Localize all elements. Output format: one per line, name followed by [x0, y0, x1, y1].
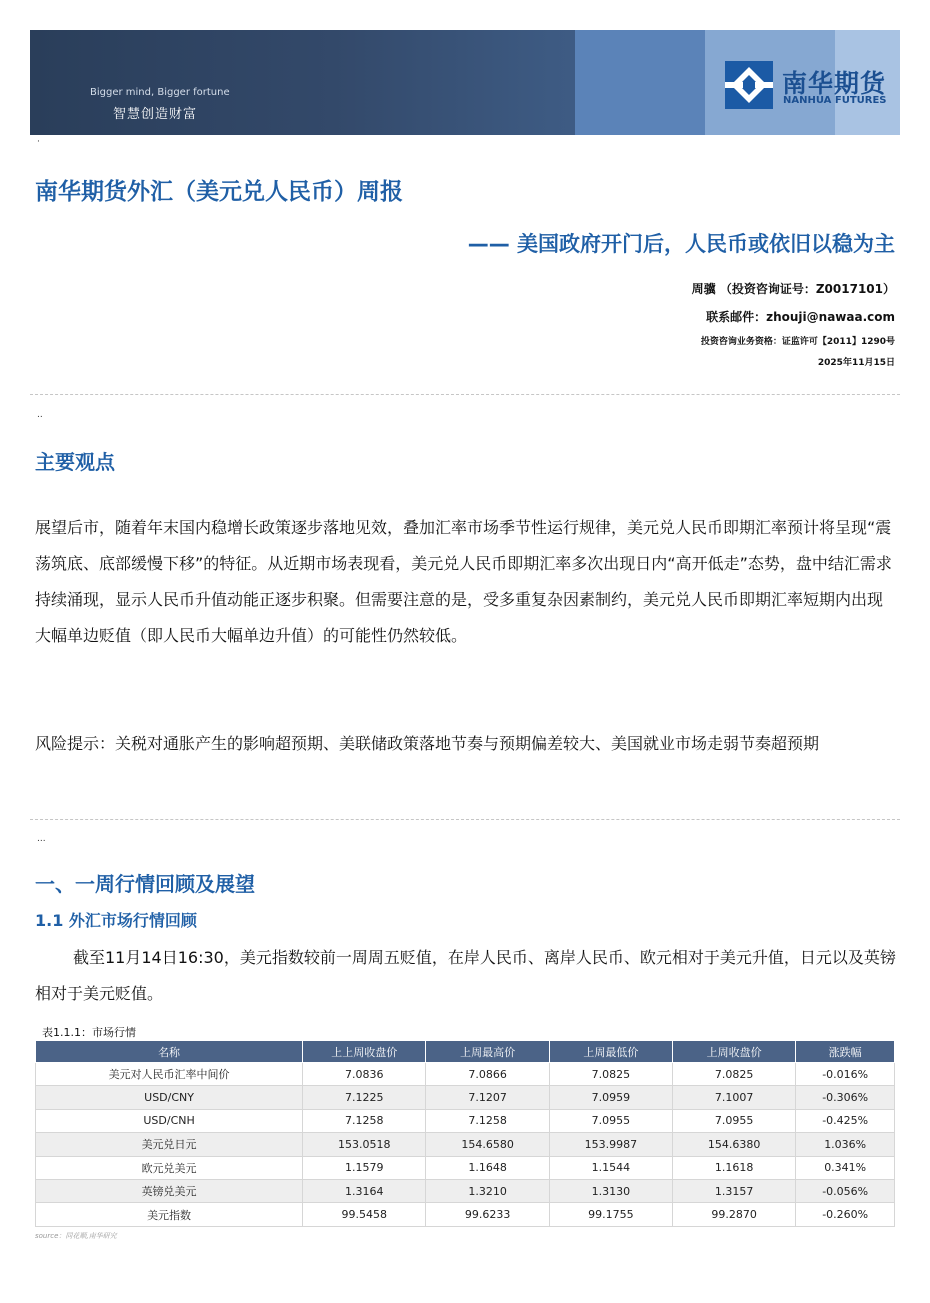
table-cell: -0.260% — [796, 1203, 895, 1226]
marker: ... — [37, 834, 46, 844]
table-caption: 表1.1.1：市场行情 — [42, 1026, 136, 1039]
table-cell: -0.306% — [796, 1086, 895, 1109]
table-cell: 1.1579 — [303, 1156, 426, 1179]
divider — [30, 819, 900, 820]
author: 周骥 （投资咨询证号：Z0017101） — [691, 282, 895, 296]
table-row — [36, 1179, 895, 1202]
table-cell: 7.0825 — [673, 1063, 796, 1086]
summary-paragraph: 展望后市，随着年末国内稳增长政策逐步落地见效，叠加汇率市场季节性运行规律，美元兑人民币即期汇率预计将呈现“震荡筑底、底部缓慢下移”的特征。从近期市场表现看，美元兑人民币即期汇率多次出现日内“高开低走”态势，盘中结汇需求持续涌现，显示人民币升值动能正逐步积聚。但需要注意的是，受多重复杂因素制约，美元兑人民币即期汇率短期内出现大幅单边贬值（即人民币大幅单边升值）的可能性仍然较低。 — [35, 518, 892, 645]
brand-name-en: NANHUA FUTURES — [783, 95, 887, 106]
table-cell: 7.1258 — [303, 1109, 426, 1132]
table-cell: 153.0518 — [303, 1133, 426, 1156]
table-cell: 1.1648 — [426, 1156, 549, 1179]
table-cell: USD/CNY — [36, 1086, 303, 1109]
table-cell: 7.0955 — [549, 1109, 672, 1132]
table-cell: 154.6380 — [673, 1133, 796, 1156]
table-cell: 1.1544 — [549, 1156, 672, 1179]
table-cell: 美元对人民币汇率中间价 — [36, 1063, 303, 1086]
divider — [30, 394, 900, 395]
table-source: source：同花顺,南华研究 — [35, 1232, 117, 1240]
table-cell: 7.1225 — [303, 1086, 426, 1109]
column-header: 上上周收盘价 — [303, 1041, 426, 1063]
table-cell: 美元指数 — [36, 1203, 303, 1226]
summary-heading: 主要观点 — [35, 450, 115, 474]
marker: · — [37, 137, 40, 147]
table-row — [36, 1156, 895, 1179]
table-cell: -0.425% — [796, 1109, 895, 1132]
table-cell: 154.6580 — [426, 1133, 549, 1156]
table-cell: 0.341% — [796, 1156, 895, 1179]
section-heading: 一、一周行情回顾及展望 — [35, 872, 255, 896]
table-cell: 7.1007 — [673, 1086, 796, 1109]
table-cell: 1.3210 — [426, 1179, 549, 1202]
table-row — [36, 1086, 895, 1109]
table-cell: 美元兑日元 — [36, 1133, 303, 1156]
table-row — [36, 1133, 895, 1156]
market-table — [35, 1040, 895, 1227]
table-cell: 7.0959 — [549, 1086, 672, 1109]
table-cell: 7.0866 — [426, 1063, 549, 1086]
marker: .. — [37, 410, 43, 420]
report-title: 南华期货外汇（美元兑人民币）周报 — [35, 179, 403, 205]
table-header-row — [36, 1041, 895, 1063]
table-cell: USD/CNH — [36, 1109, 303, 1132]
table-row — [36, 1203, 895, 1226]
table-cell: 1.3164 — [303, 1179, 426, 1202]
column-header: 上周最高价 — [426, 1041, 549, 1063]
report-date: 2025年11月15日 — [817, 358, 895, 368]
column-header: 上周收盘价 — [673, 1041, 796, 1063]
banner-band — [575, 30, 705, 135]
column-header: 上周最低价 — [549, 1041, 672, 1063]
table-cell: 99.2870 — [673, 1203, 796, 1226]
table-cell: 99.1755 — [549, 1203, 672, 1226]
table-cell: 7.0955 — [673, 1109, 796, 1132]
table-cell: 99.5458 — [303, 1203, 426, 1226]
slogan-cn: 智慧创造财富 — [113, 107, 198, 122]
table-cell: 153.9987 — [549, 1133, 672, 1156]
table-row — [36, 1109, 895, 1132]
table-cell: 欧元兑美元 — [36, 1156, 303, 1179]
table-cell: 7.1207 — [426, 1086, 549, 1109]
table-cell: 1.036% — [796, 1133, 895, 1156]
table-cell: 7.0825 — [549, 1063, 672, 1086]
table-cell: 1.3130 — [549, 1179, 672, 1202]
brand-name-cn: 南华期货 — [782, 69, 887, 98]
section-paragraph: 截至11月14日16:30，美元指数较前一周周五贬值，在岸人民币、离岸人民币、欧元相对于美元升值，日元以及英镑相对于美元贬值。 — [35, 948, 896, 1003]
table-cell: 1.1618 — [673, 1156, 796, 1179]
header-banner — [30, 30, 900, 135]
report-subtitle: —— 美国政府开门后，人民币或依旧以稳为主 — [467, 232, 895, 256]
table-cell: 99.6233 — [426, 1203, 549, 1226]
column-header: 涨跌幅 — [796, 1041, 895, 1063]
table-cell: -0.016% — [796, 1063, 895, 1086]
slogan-en: Bigger mind, Bigger fortune — [90, 87, 230, 98]
nanhua-logo-icon — [725, 61, 773, 109]
contact-email: 联系邮件：zhouji@nawaa.com — [706, 310, 895, 324]
risk-warning: 风险提示：关税对通胀产生的影响超预期、美联储政策落地节奏与预期偏差较大、美国就业市场走弱节奏超预期 — [35, 734, 820, 753]
table-cell: 7.0836 — [303, 1063, 426, 1086]
table-cell: -0.056% — [796, 1179, 895, 1202]
table-cell: 英镑兑美元 — [36, 1179, 303, 1202]
table-cell: 7.1258 — [426, 1109, 549, 1132]
license-info: 投资咨询业务资格：证监许可【2011】1290号 — [700, 337, 895, 347]
subsection-heading: 1.1 外汇市场行情回顾 — [35, 911, 197, 930]
table-row — [36, 1063, 895, 1086]
table-cell: 1.3157 — [673, 1179, 796, 1202]
column-header: 名称 — [36, 1041, 303, 1063]
